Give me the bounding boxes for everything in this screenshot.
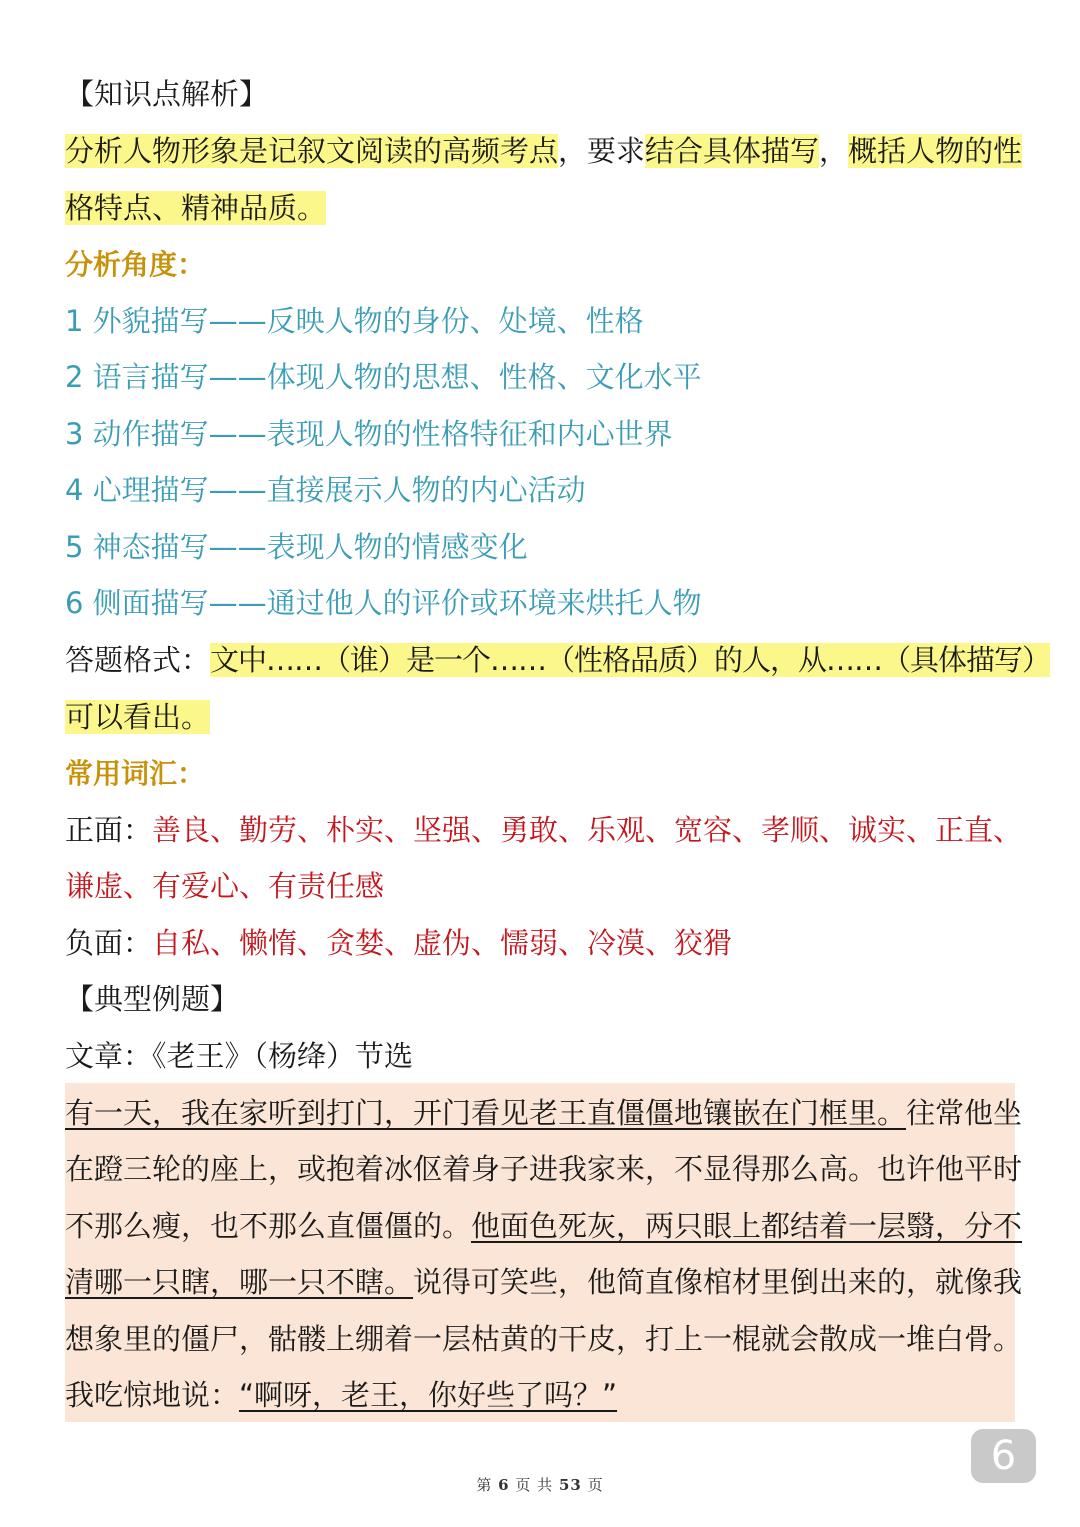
angle-item-3: 3 动作描写——表现人物的性格特征和内心世界	[65, 417, 673, 451]
vocab-heading: 常用词汇：	[65, 757, 206, 790]
passage-line-5: 想象里的僵尸，骷髅上绷着一层枯黄的干皮，打上一棍就会散成一堆白骨。	[65, 1322, 1023, 1356]
passage-underline-1: 有一天，我在家听到打门，开门看见老王直僵僵地镶嵌在门框里。	[65, 1096, 907, 1130]
passage-line-6	[65, 1367, 617, 1423]
footer-total-pages: 53	[558, 1476, 582, 1494]
positive-line-1	[65, 802, 1023, 858]
footer-prefix: 第	[476, 1476, 493, 1494]
passage-underline-4: 清哪一只瞎，哪一只不瞎。	[65, 1265, 414, 1299]
passage-text-6: 我吃惊地说：	[65, 1378, 240, 1412]
angle-item-1: 1 外貌描写——反映人物的身份、处境、性格	[65, 304, 644, 338]
intro-text-2: ，	[819, 134, 849, 168]
angle-item-4: 4 心理描写——直接展示人物的内心活动	[65, 473, 586, 507]
answer-format-line-2	[65, 689, 1014, 745]
knowledge-heading: 【知识点解析】	[65, 77, 269, 111]
passage-box	[65, 1083, 1023, 1422]
intro-line-1	[65, 123, 1023, 179]
passage-line-4	[65, 1254, 1022, 1310]
positive-words-2: 谦虚、有爱心、有责任感	[65, 869, 385, 903]
intro-highlight-2: 结合具体描写	[645, 134, 820, 168]
passage-underline-6: “啊呀，老王，你好些了吗？”	[239, 1378, 618, 1412]
intro-highlight-3: 概括人物的性	[848, 134, 1023, 168]
footer-mid: 页 共	[515, 1476, 554, 1494]
passage-text-4: 说得可笑些，他简直像棺材里倒出来的，就像我	[413, 1265, 1023, 1299]
example-heading: 【典型例题】	[65, 982, 240, 1016]
answer-format-highlight-2: 可以看出。	[65, 700, 211, 734]
passage-line-2: 在蹬三轮的座上，或抱着冰伛着身子进我家来，不显得那么高。也许他平时	[65, 1152, 1023, 1186]
negative-words: 自私、懒惰、贪婪、虚伪、懦弱、冷漠、狡猾	[152, 926, 733, 960]
passage-line-1	[65, 1085, 1022, 1141]
angle-heading: 分析角度：	[65, 248, 206, 281]
answer-format-highlight-1: 文中……（谁）是一个……（性格品质）的人，从……（具体描写）	[210, 643, 1051, 677]
passage-underline-3: 他面色死灰，两只眼上都结着一层翳，分不	[471, 1209, 1023, 1243]
intro-highlight-4: 格特点、精神品质。	[65, 191, 327, 225]
article-line: 文章：《老王》（杨绛）节选	[65, 1039, 414, 1073]
intro-highlight-1: 分析人物形象是记叙文阅读的高频考点	[65, 134, 559, 168]
negative-line	[65, 915, 1014, 971]
negative-label: 负面：	[65, 926, 153, 960]
intro-line-2	[65, 180, 1014, 236]
angle-item-2: 2 语言描写——体现人物的思想、性格、文化水平	[65, 360, 702, 394]
passage-line-3	[65, 1198, 1022, 1254]
answer-format-label: 答题格式：	[65, 643, 211, 677]
intro-text-1: ，要求	[558, 134, 646, 168]
angle-item-5: 5 神态描写——表现人物的情感变化	[65, 530, 528, 564]
positive-label: 正面：	[65, 813, 153, 847]
passage-text-3: 不那么瘦，也不那么直僵僵的。	[65, 1209, 472, 1243]
passage-text-1: 往常他坐	[906, 1096, 1023, 1130]
footer-current-page: 6	[498, 1476, 510, 1494]
footer-suffix: 页	[587, 1476, 604, 1494]
positive-words-1: 善良、勤劳、朴实、坚强、勇敢、乐观、宽容、孝顺、诚实、正直、	[152, 813, 1023, 847]
answer-format-line-1	[65, 632, 1051, 688]
page-footer	[0, 1474, 1080, 1495]
page-number-badge: 6	[971, 1429, 1036, 1483]
angle-item-6: 6 侧面描写——通过他人的评价或环境来烘托人物	[65, 586, 702, 620]
